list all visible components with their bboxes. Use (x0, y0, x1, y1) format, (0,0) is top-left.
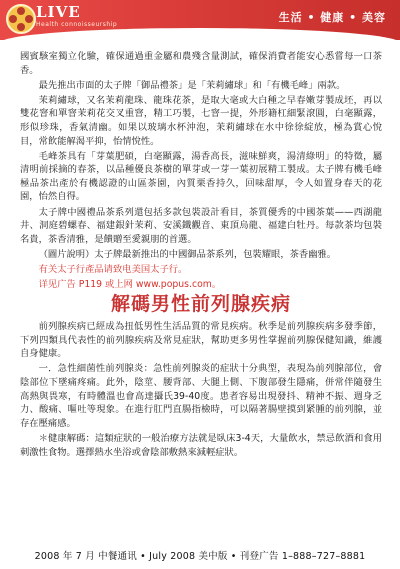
magazine-header (0, 0, 400, 40)
tea-paragraph: 毛峰茶具有「芽葉肥碩，白毫顯露，湯香高長，滋味鮮爽，湯清綠明」的特徵，屬清明前採摘的春茶，以品種優良茶樹的單芽或一芽一葉初展精工製成。太子牌有機毛峰極品茶出產於有機認證的山區茶園，內質栗香持久，回味甜厚，令人如置身春天的花園，怡然自得。 (20, 150, 382, 203)
article-title-wrap (20, 292, 382, 315)
tea-paragraph: 茉莉繡球，又名茉莉龍珠、龍珠花茶，是取大毫或大白種之早春嫩芽製成坯，再以雙花窨和單窨茉莉花交叉重窨，精工巧製，七窨一提，外形籍杠細緊滾圓，白毫顯露，形似珍珠，香氣清幽。如果以玻璃水杯沖泡，茉莉繡球在水中徐徐綻放，極為賞心悅目，常飲能解渴平抑，怡情悅性。 (20, 94, 382, 147)
header-curve (0, 28, 400, 40)
ad-reference-link[interactable]: 详见广告 P119 或上网 www.popus.com。 (38, 279, 222, 290)
flower-emblem-icon (6, 4, 36, 34)
prostate-paragraph: ＊健康解碼：這類症狀的一般治療方法就是臥床3-4天，大量飲水，禁忌飲酒和食用刺激性食物。選擇熱水坐浴或會陰部敷熱來減輕症狀。 (20, 432, 382, 458)
tea-paragraph: 太子牌中國禮品茶系列還包括多款包裝設計看目，茶質優秀的中國茶葉——西湖龍井、洞庭碧螺春、福建銀針茉莉、安溪鐵觀音、東頂烏龍、福建白牡丹。每款茶均包裝名貴，茶香清雅，是饋贈至愛親朋的首選。 (20, 206, 382, 245)
section-tag: 生活 • 健康 • 美容 (278, 11, 386, 24)
article-body (20, 50, 382, 461)
logo-subtitle: Health connoisseurship (36, 21, 118, 28)
prostate-paragraph: 一．急性細菌性前列腺炎：急性前列腺炎的症狀十分典型，表現為前列腺部位，會陰部位下墜痛疼痛。此外，陰莖、腰背部、大腿上側、下腹部發生隱痛，併常伴隨發生高熱與畏寒，有時體溫也會高達攝氏39-40度。患者容易出現發抖、精神不振、週身乏力、酸痛、嘔吐等現象。在進行肛門直腸指檢時，可以隔著腸壁摸到紧腫的前列腺，並存在壓痛感。 (20, 363, 382, 429)
logo-text: LIVE (36, 3, 81, 21)
availability-note: 有关太子行產品请致电美国太子行。 (38, 263, 188, 275)
tea-paragraph: 國賓駭室獨立化驗，確保通過重金屬和農殘含量測試，確保消費者能安心悉嘗每一口茶香。 (20, 51, 382, 76)
prostate-paragraph: 前列腺疾病已經成為扭低男性生活品質的常見疾病。秋季是前列腺疾病多發季節，下列四類具代表性的前列腺疾病及常見症狀，幫助更多男性掌握前列腺保健知識，維護自身健康。 (20, 321, 382, 360)
article-title: 解碼男性前列腺疾病 (110, 292, 291, 315)
photo-caption: （圖片說明）太子牌最新推出的中國御品茶系列，包裝耀眼，茶香幽雅。 (38, 248, 337, 260)
tea-paragraph: 最先推出市面的太子牌「御品禮茶」是「茉莉繡球」和「有機毛峰」兩款。 (38, 79, 346, 91)
page-footer: 2008 年 7 月 中餐通讯 • July 2008 美中版 • 刊登广告 1–888–727–8881 (34, 551, 366, 562)
